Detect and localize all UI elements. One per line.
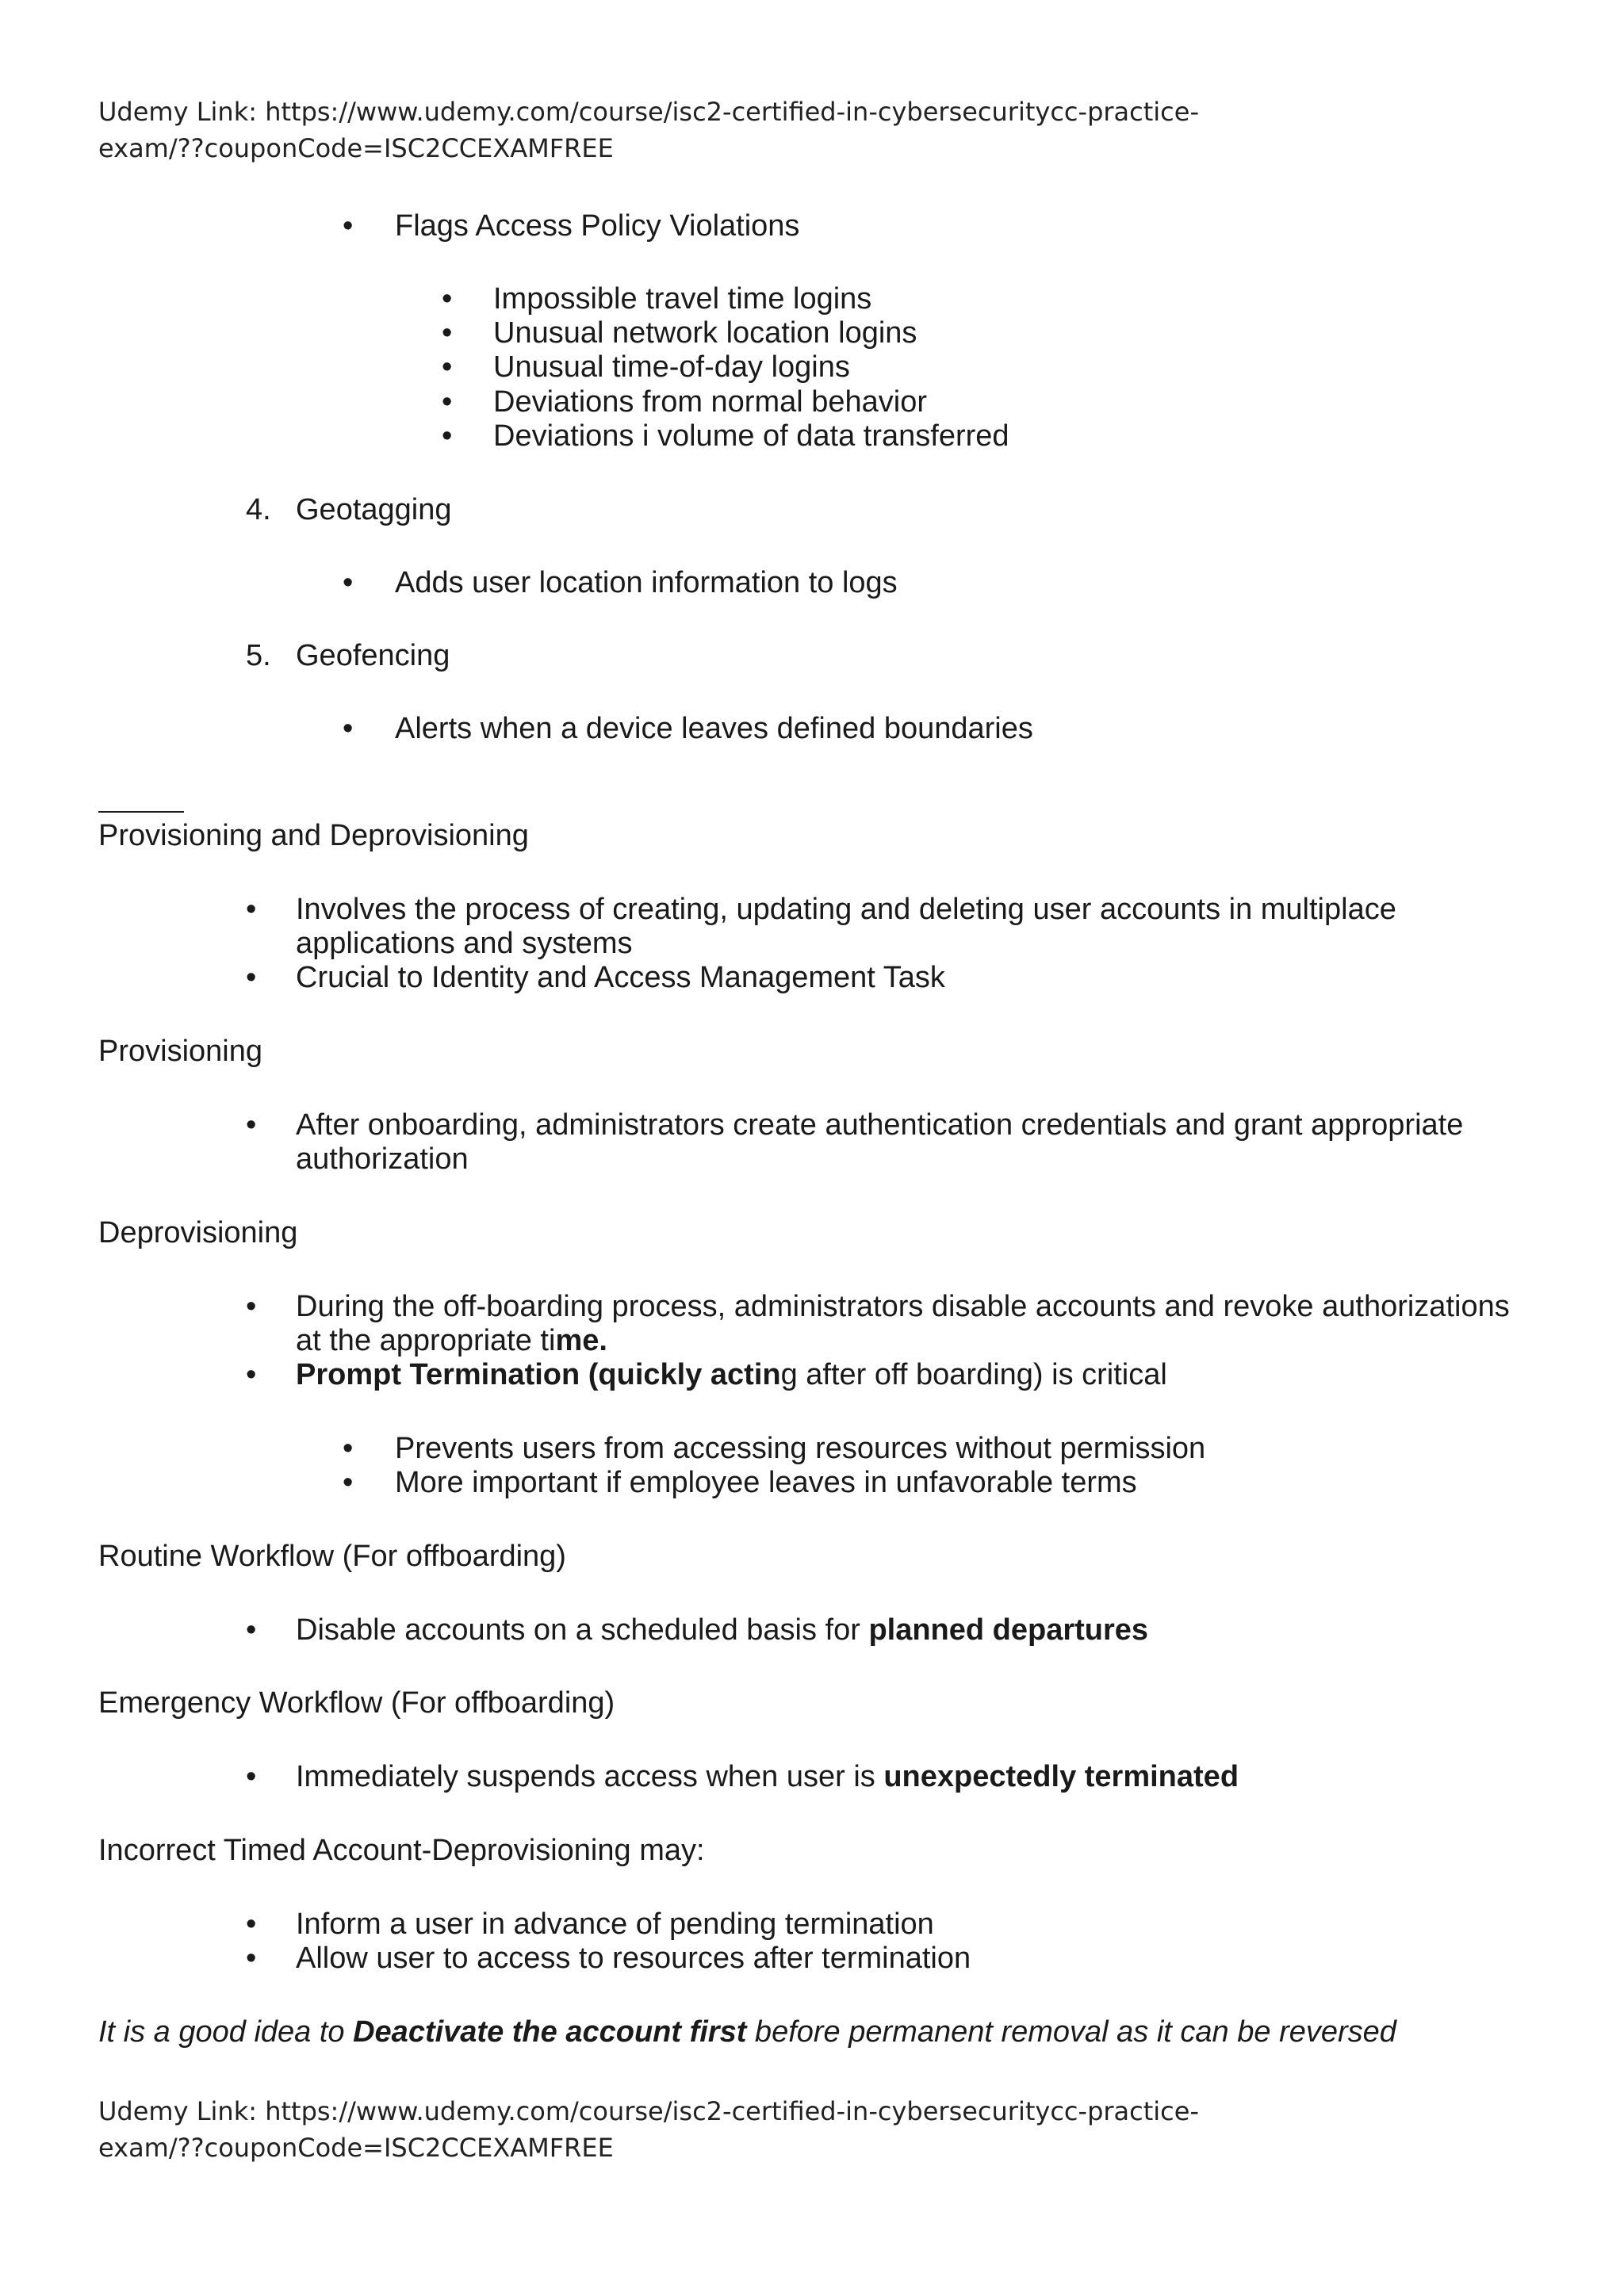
note-part-2-bold: Deactivate the account first [353,2015,747,2049]
bullet-icon [246,1290,256,1324]
emergency-bullet-bold: unexpectedly terminated [883,1760,1239,1793]
header-udemy-link[interactable] [98,94,1446,166]
bullet-icon [442,385,452,419]
routine-workflow-heading: Routine Workflow (For offboarding) [98,1540,566,1573]
bullet-icon [246,1108,256,1142]
bullet-icon [246,961,256,995]
note-part-3: before permanent removal as it can be reversed [746,2015,1396,2049]
flags-sub-item: Deviations from normal behavior [493,385,928,419]
list-number: 4. [246,493,271,526]
routine-bullet-plain: Disable accounts on a scheduled basis for [296,1613,869,1647]
flags-item: Flags Access Policy Violations [395,209,800,243]
routine-bullet-bold: planned departures [868,1613,1149,1647]
prov-deprov-heading: Provisioning and Deprovisioning [98,819,529,852]
footer-udemy-link[interactable] [98,2093,1446,2166]
section-divider [98,811,184,813]
bullet-icon [246,1613,256,1647]
flags-sub-item: Deviations i volume of data transferred [493,419,1009,453]
emergency-workflow-heading: Emergency Workflow (For offboarding) [98,1686,615,1720]
bullet-icon [246,1908,256,1942]
footer-link-line-2[interactable]: exam/??couponCode=ISC2CCEXAMFREE [98,2133,614,2163]
bullet-icon [246,1942,256,1976]
deprovisioning-bullet-1-line-1: During the off-boarding process, administrators disable accounts and revoke authorizations [296,1290,1510,1323]
provisioning-bullet-line-1: After onboarding, administrators create authentication credentials and grant appropriate [296,1108,1464,1142]
flags-sub-item: Unusual time-of-day logins [493,350,850,384]
routine-workflow-bullet [296,1613,1148,1647]
deprovisioning-bullet-2 [296,1358,1167,1392]
deprovisioning-bullet-1-plain: at the appropriate ti [296,1324,556,1357]
list-number: 5. [246,639,271,672]
provisioning-bullet-line-2: authorization [296,1142,469,1176]
deprovisioning-heading: Deprovisioning [98,1216,298,1249]
geofencing-bullet: Alerts when a device leaves defined boundaries [395,712,1033,745]
prov-deprov-bullet-2: Crucial to Identity and Access Management Task [296,961,945,994]
bullet-icon [343,712,353,746]
deprovisioning-sub-2: More important if employee leaves in unfavorable terms [395,1466,1137,1499]
deprovisioning-sub-1: Prevents users from accessing resources without permission [395,1432,1206,1465]
incorrect-timed-heading: Incorrect Timed Account-Deprovisioning may: [98,1834,705,1867]
bullet-icon [246,1760,256,1794]
geotagging-title: Geotagging [296,493,452,526]
geotagging-bullet: Adds user location information to logs [395,566,898,599]
bullet-icon [246,1358,256,1392]
header-link-line-1[interactable]: Udemy Link: https://www.udemy.com/course/isc2-certified-in-cybersecuritycc-practice- [98,97,1199,127]
deprovisioning-bullet-1-line-2 [296,1324,607,1358]
incorrect-bullet-1: Inform a user in advance of pending termination [296,1908,934,1941]
bullet-icon [442,419,452,453]
provisioning-heading: Provisioning [98,1035,262,1068]
bullet-icon [343,1432,353,1466]
note-part-1: It is a good idea to [98,2015,354,2049]
bullet-icon [442,282,452,316]
flags-sub-item: Unusual network location logins [493,316,917,350]
footer-link-line-1[interactable]: Udemy Link: https://www.udemy.com/course/isc2-certified-in-cybersecuritycc-practice- [98,2096,1199,2126]
prompt-termination-bold: Prompt Termination (quickly actin [296,1358,781,1391]
prov-deprov-bullet-1-line-1: Involves the process of creating, updating and deleting user accounts in multiplace [296,893,1396,926]
geofencing-title: Geofencing [296,639,450,672]
prov-deprov-bullet-1-line-2: applications and systems [296,927,633,960]
bullet-icon [343,1466,353,1500]
header-link-line-2[interactable]: exam/??couponCode=ISC2CCEXAMFREE [98,133,614,163]
emergency-workflow-bullet [296,1760,1239,1794]
incorrect-bullet-2: Allow user to access to resources after termination [296,1942,971,1975]
bullet-icon [343,566,353,600]
deactivate-note [98,2015,1396,2049]
bullet-icon [442,316,452,350]
deprovisioning-bullet-1-bold: me. [555,1324,607,1357]
bullet-icon [246,893,256,927]
emergency-bullet-plain: Immediately suspends access when user is [296,1760,884,1793]
bullet-icon [442,350,452,385]
prompt-termination-plain: g after off boarding) is critical [780,1358,1167,1391]
flags-sub-item: Impossible travel time logins [493,282,872,316]
bullet-icon [343,209,353,243]
